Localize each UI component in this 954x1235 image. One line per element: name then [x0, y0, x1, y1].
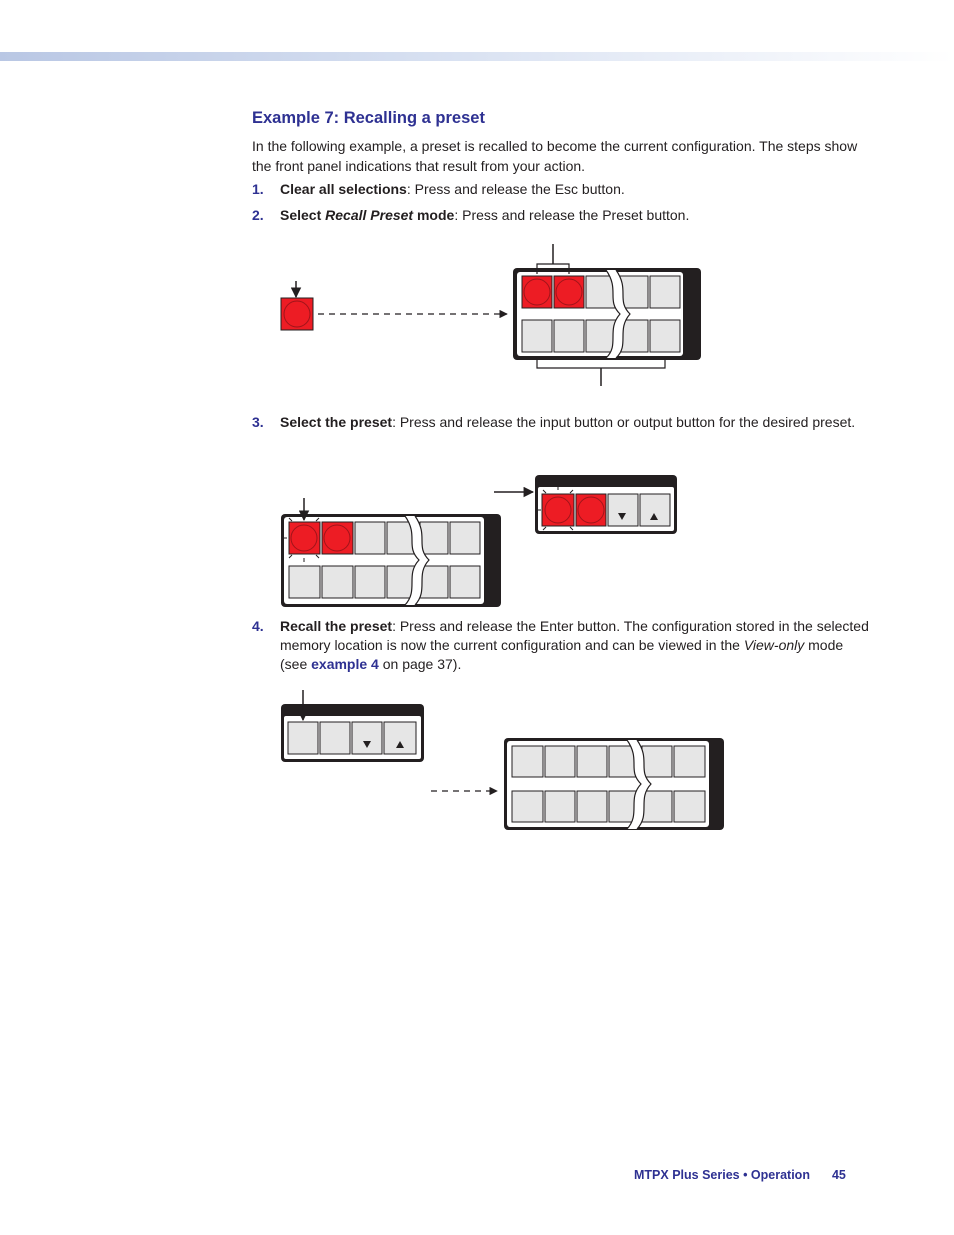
step-title: Clear all selections	[280, 181, 407, 197]
step-number: 3.	[252, 414, 264, 430]
control-panel	[535, 475, 677, 534]
step-text: : Press and release the Enter button. The configuration stored in the selected memory location is now the current configuration and can be viewed in the	[280, 618, 869, 653]
footer-series: MTPX Plus Series • Operation	[634, 1168, 810, 1182]
step-number: 4.	[252, 618, 264, 634]
input-output-panel	[281, 514, 501, 607]
step-number: 2.	[252, 207, 264, 223]
step-text: : Press and release the input button or output button for the desired preset.	[392, 414, 856, 430]
step-title: Select the preset	[280, 414, 393, 430]
step-title-part: mode	[413, 207, 455, 223]
step-text: on page 37).	[378, 656, 462, 672]
step-text: : Press and release the Esc button.	[406, 181, 625, 197]
figure-step-2	[281, 244, 701, 386]
step-number: 1.	[252, 181, 264, 197]
figure-step-4	[281, 690, 724, 830]
page-number: 45	[831, 1168, 846, 1182]
preset-button	[281, 298, 313, 330]
example-link[interactable]: example 4	[311, 656, 379, 672]
input-output-panel	[504, 738, 724, 830]
example-heading: Example 7: Recalling a preset	[252, 109, 485, 127]
intro-paragraph: In the following example, a preset is recalled to become the current configuration. The steps show the front panel indications that result from your action.	[252, 138, 858, 174]
figure-step-3	[281, 475, 677, 607]
step-mode-name: View-only	[743, 637, 805, 653]
step-title-mode: Recall Preset	[325, 207, 414, 223]
step-text: : Press and release the Preset button.	[454, 207, 690, 223]
step-title-part: Select	[280, 207, 326, 223]
step-title: Recall the preset	[280, 618, 393, 634]
page-footer	[634, 1168, 846, 1182]
input-output-panel	[513, 268, 701, 360]
step-text: mode (see	[280, 637, 844, 672]
